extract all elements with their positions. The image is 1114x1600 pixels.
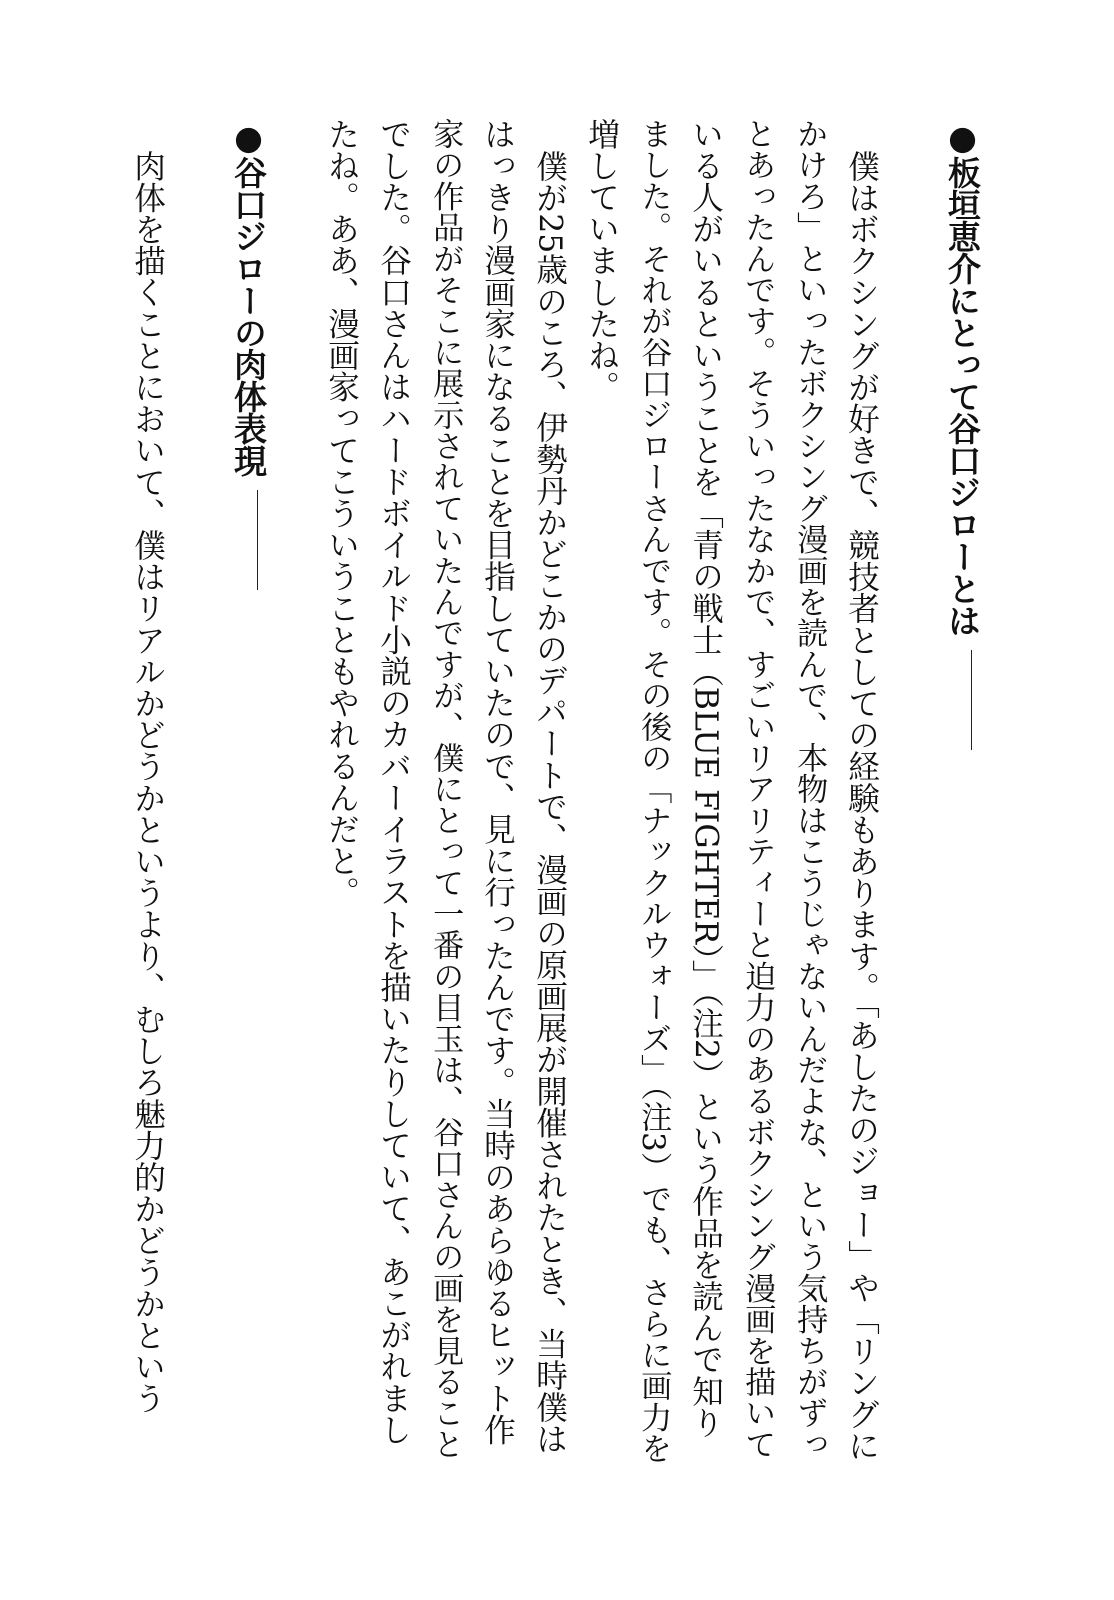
body-line-5: ました。それが谷口ジローさんです。その後の「ナックルウォーズ」（注3）でも、さらに画力を [635, 118, 672, 1464]
body-line-3: とあったんです。そういったなかで、すごいリアリティーと迫力のあるボクシング漫画を描いて [739, 118, 776, 1460]
section-heading-1-text: ●板垣恵介にとって谷口ジローとは [943, 118, 982, 636]
body-line-11: たね。ああ、漫画家ってこういうこともやれるんだと。 [323, 118, 360, 908]
body-line-8: はっきり漫画家になることを目指していたので、見に行ったんです。当時のあらゆるヒット作 [479, 118, 516, 1446]
body-line-2: かけろ」といったボクシング漫画を読んで、本物はこうじゃないんだよな、という気持ちがずっ [791, 118, 828, 1460]
section-heading-1 [943, 118, 982, 750]
body-line-9: 家の作品がそこに展示されていたんですが、僕にとって一番の目玉は、谷口さんの画を見ること [427, 118, 464, 1460]
body-line-10: でした。谷口さんはハードボイルド小説のカバーイラストを描いたりしていて、あこがれまし [375, 118, 412, 1446]
heading-dash-1 [971, 650, 972, 750]
body-line-1: 僕はボクシングが好きで、競技者としての経験もあります。「あしたのジョー」や「リングに [843, 150, 880, 1462]
body-line-12: 肉体を描くことにおいて、僕はリアルかどうかというより、むしろ魅力的かどうかという [129, 150, 166, 1414]
body-line-7: 僕が25歳のころ、伊勢丹かどこかのデパートで、漫画の原画展が開催されたとき、当時僕は [531, 150, 568, 1455]
body-line-4: いる人がいるということを「青の戦士（BLUE FIGHTER）」（注2）という作品を読んで知り [687, 118, 724, 1439]
heading-dash-2 [257, 490, 258, 590]
body-line-6: 増していましたね。 [583, 118, 620, 403]
section-heading-2-text: ●谷口ジローの肉体表現 [229, 118, 268, 476]
section-heading-2 [229, 118, 268, 590]
